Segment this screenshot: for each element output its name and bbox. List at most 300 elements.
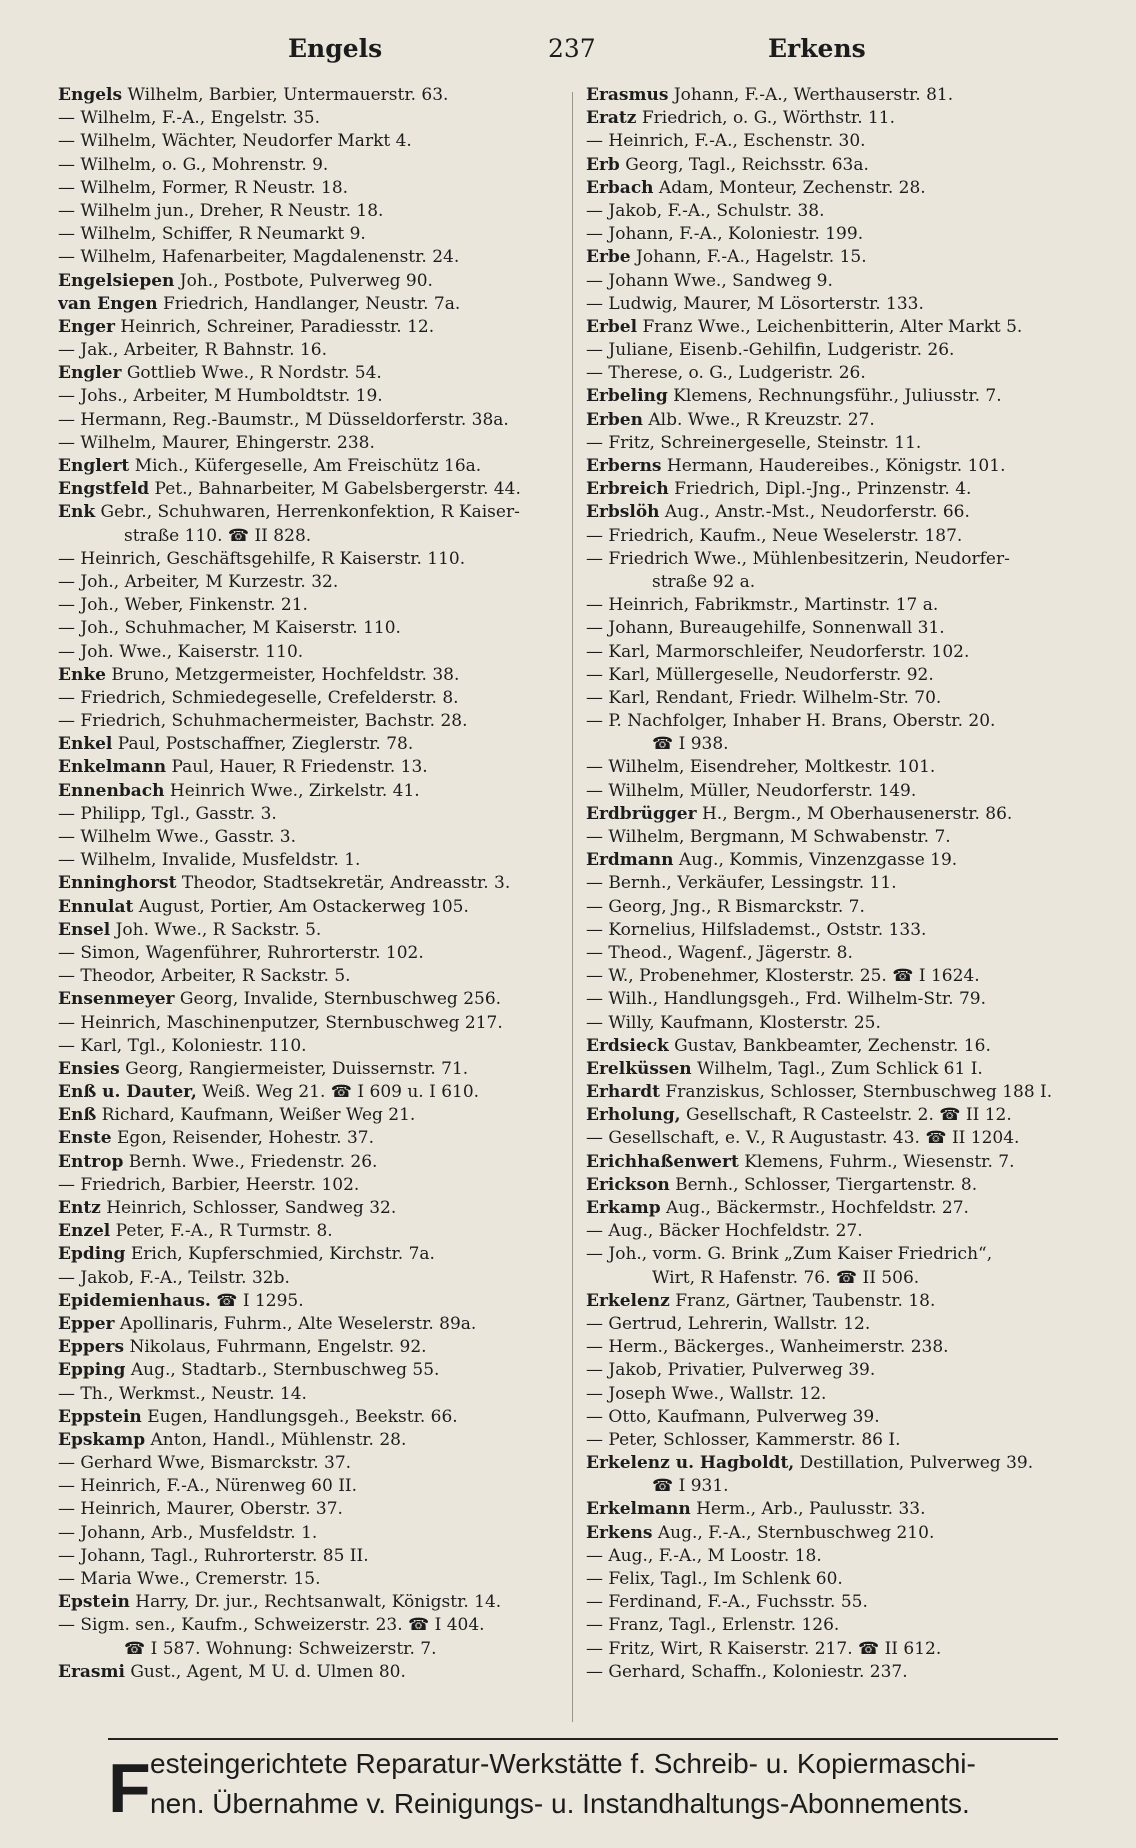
directory-entry xyxy=(58,432,566,455)
entry-surname: Enger xyxy=(58,316,115,337)
entry-surname: Enke xyxy=(58,664,106,685)
directory-entry xyxy=(58,1498,566,1521)
entry-details: — Wilhelm, Wächter, Neudorfer Markt 4. xyxy=(58,131,412,152)
entry-surname: Ensies xyxy=(58,1058,120,1079)
directory-entry xyxy=(58,1452,566,1475)
entry-details: Wilhelm, Barbier, Untermauerstr. 63. xyxy=(122,85,449,105)
entry-details: Destillation, Pulverweg 39. xyxy=(794,1453,1034,1474)
advertisement-footer xyxy=(108,1738,1058,1840)
entry-details: — Wilhelm, Eisendreher, Moltkestr. 101. xyxy=(586,757,936,778)
directory-entry xyxy=(586,1545,1126,1568)
ad-line-1: esteingerichtete Reparatur-Werkstätte f. Schreib- u. Kopiermaschi- xyxy=(150,1748,976,1779)
entry-details: — Therese, o. G., Ludgeristr. 26. xyxy=(586,363,866,384)
directory-entry xyxy=(586,154,1126,177)
entry-details: Klemens, Rechnungsführ., Juliusstr. 7. xyxy=(667,386,1002,407)
entry-details: Paul, Hauer, R Friedenstr. 13. xyxy=(166,757,428,778)
entry-surname: Erkelenz xyxy=(586,1290,670,1311)
entry-details: Pet., Bahnarbeiter, M Gabelsbergerstr. 44. xyxy=(149,479,521,500)
directory-entry xyxy=(586,107,1126,130)
directory-entry xyxy=(586,733,1126,756)
entry-details: — Aug., F.-A., M Loostr. 18. xyxy=(586,1545,822,1566)
entry-details: — Heinrich, F.-A., Eschenstr. 30. xyxy=(586,131,866,152)
directory-entry xyxy=(586,1452,1126,1475)
directory-entry xyxy=(586,1197,1126,1220)
directory-entry xyxy=(58,525,566,548)
entry-details: Aug., F.-A., Sternbuschweg 210. xyxy=(652,1522,935,1543)
entry-surname: Engels xyxy=(58,85,123,105)
directory-entry xyxy=(58,803,566,826)
entry-details: — Johann, Bureaugehilfe, Sonnenwall 31. xyxy=(586,618,945,639)
entry-details: — P. Nachfolger, Inhaber H. Brans, Oberstr. 20. xyxy=(586,711,996,732)
entry-details: — Hermann, Reg.-Baumstr., M Düsseldorferstr. 38a. xyxy=(58,409,509,430)
entry-surname: van Engen xyxy=(58,293,158,314)
entry-details: Joh., Postbote, Pulverweg 90. xyxy=(174,270,433,291)
entry-surname: Ensenmeyer xyxy=(58,989,175,1010)
directory-entry xyxy=(58,919,566,942)
entry-details: — Sigm. sen., Kaufm., Schweizerstr. 23. ☎ I 404. xyxy=(58,1615,485,1636)
directory-entry xyxy=(586,1174,1126,1197)
entry-details: — Johs., Arbeiter, M Humboldtstr. 19. xyxy=(58,386,383,407)
directory-entry xyxy=(586,1568,1126,1591)
directory-entry xyxy=(586,1383,1126,1406)
entry-details: Eugen, Handlungsgeh., Beekstr. 66. xyxy=(141,1406,458,1427)
page-header xyxy=(0,34,1136,74)
entry-surname: Erbach xyxy=(586,177,654,198)
entry-details: Aug., Kommis, Vinzenzgasse 19. xyxy=(673,850,958,871)
entry-details: Herm., Arb., Paulusstr. 33. xyxy=(690,1499,926,1520)
directory-entry xyxy=(586,478,1126,501)
directory-entry xyxy=(58,1522,566,1545)
directory-entry xyxy=(586,1058,1126,1081)
entry-details: — Wilhelm jun., Dreher, R Neustr. 18. xyxy=(58,200,384,221)
entry-details: — Wilhelm, o. G., Mohrenstr. 9. xyxy=(58,154,329,175)
entry-details: — Th., Werkmst., Neustr. 14. xyxy=(58,1383,307,1404)
directory-entry xyxy=(586,1591,1126,1614)
entry-details: — Georg, Jng., R Bismarckstr. 7. xyxy=(586,896,865,917)
directory-entry xyxy=(58,339,566,362)
directory-entry xyxy=(58,1429,566,1452)
entry-details: — Fritz, Wirt, R Kaiserstr. 217. ☎ II 612. xyxy=(586,1638,942,1659)
entry-surname: Epidemienhaus. xyxy=(58,1290,211,1311)
entry-details: Wilhelm, Tagl., Zum Schlick 61 I. xyxy=(691,1058,983,1079)
directory-entry xyxy=(586,362,1126,385)
entry-details: — Jakob, Privatier, Pulverweg 39. xyxy=(586,1360,876,1381)
directory-entry xyxy=(58,1638,566,1661)
entry-details: ☎ I 931. xyxy=(652,1476,729,1497)
entry-details: Bernh. Wwe., Friedenstr. 26. xyxy=(123,1151,378,1172)
entry-surname: Enß u. Dauter, xyxy=(58,1082,197,1103)
entry-surname: Erkelmann xyxy=(586,1499,691,1520)
entry-surname: Enß xyxy=(58,1105,97,1126)
directory-entry xyxy=(58,1614,566,1637)
directory-entry xyxy=(586,1475,1126,1498)
directory-entry xyxy=(58,594,566,617)
entry-surname: Ennenbach xyxy=(58,780,165,801)
directory-entry xyxy=(586,501,1126,524)
directory-entry xyxy=(58,1104,566,1127)
entry-details: Harry, Dr. jur., Rechtsanwalt, Königstr. 14. xyxy=(129,1592,502,1613)
directory-entry xyxy=(58,617,566,640)
entry-details: — Friedrich, Schuhmachermeister, Bachstr. 28. xyxy=(58,711,468,732)
entry-details: Johann, F.-A., Hagelstr. 15. xyxy=(630,247,867,268)
directory-entry xyxy=(586,1290,1126,1313)
entry-details: — Franz, Tagl., Erlenstr. 126. xyxy=(586,1615,840,1636)
entry-details: Joh. Wwe., R Sackstr. 5. xyxy=(110,919,322,940)
entry-surname: Erholung, xyxy=(586,1105,681,1126)
entry-details: — Jakob, F.-A., Schulstr. 38. xyxy=(586,200,825,221)
entry-details: ☎ I 938. xyxy=(652,734,729,755)
directory-entry xyxy=(58,664,566,687)
directory-entry xyxy=(58,548,566,571)
entry-surname: Erasmi xyxy=(58,1661,125,1682)
entry-details: — Joh., vorm. G. Brink „Zum Kaiser Friedrich“, xyxy=(586,1244,993,1265)
directory-entry xyxy=(58,1127,566,1150)
entry-details: Apollinaris, Fuhrm., Alte Weselerstr. 89a. xyxy=(114,1313,477,1334)
entry-surname: Erbreich xyxy=(586,479,669,500)
directory-entry xyxy=(58,942,566,965)
entry-details: — Wilhelm, Invalide, Musfeldstr. 1. xyxy=(58,850,361,871)
directory-entry xyxy=(58,710,566,733)
entry-surname: Enninghorst xyxy=(58,873,177,894)
directory-entry xyxy=(58,455,566,478)
directory-entry xyxy=(58,1406,566,1429)
entry-details: — Ludwig, Maurer, M Lösorterstr. 133. xyxy=(586,293,924,314)
entry-details: Gottlieb Wwe., R Nordstr. 54. xyxy=(121,363,382,384)
entry-details: Georg, Rangiermeister, Duissernstr. 71. xyxy=(119,1058,469,1079)
ad-initial: F xyxy=(108,1749,151,1827)
directory-entry xyxy=(586,1661,1126,1684)
entry-details: — Philipp, Tgl., Gasstr. 3. xyxy=(58,803,277,824)
directory-entry xyxy=(586,965,1126,988)
entry-details: Aug., Anstr.-Mst., Neudorferstr. 66. xyxy=(659,502,970,523)
entry-details: Anton, Handl., Mühlenstr. 28. xyxy=(145,1429,407,1450)
directory-entry xyxy=(58,1545,566,1568)
directory-entry xyxy=(58,501,566,524)
directory-entry xyxy=(586,316,1126,339)
entry-details: Hermann, Haudereibes., Königstr. 101. xyxy=(661,456,1006,476)
directory-entry xyxy=(58,1081,566,1104)
directory-entry xyxy=(586,1267,1126,1290)
entry-details: — Kornelius, Hilfslademst., Oststr. 133. xyxy=(586,919,927,940)
directory-entry xyxy=(58,733,566,756)
entry-details: ☎ I 1295. xyxy=(210,1290,304,1311)
directory-entry xyxy=(58,200,566,223)
entry-details: Friedrich, o. G., Wörthstr. 11. xyxy=(636,108,896,129)
directory-entry xyxy=(586,617,1126,640)
entry-surname: Engstfeld xyxy=(58,479,150,500)
directory-entry xyxy=(58,1012,566,1035)
entry-details: — Friedrich, Schmiedegeselle, Crefelderstr. 8. xyxy=(58,687,459,708)
entry-surname: Erbeling xyxy=(586,386,668,407)
directory-entry xyxy=(58,571,566,594)
directory-entry xyxy=(586,200,1126,223)
directory-entry xyxy=(586,710,1126,733)
directory-entry xyxy=(58,223,566,246)
entry-details: — Karl, Tgl., Koloniestr. 110. xyxy=(58,1035,307,1056)
directory-entry xyxy=(58,84,566,107)
entry-details: Gesellschaft, R Casteelstr. 2. ☎ II 12. xyxy=(680,1105,1012,1126)
entry-surname: Erelküssen xyxy=(586,1058,692,1079)
entry-details: — Friedrich, Kaufm., Neue Weselerstr. 187. xyxy=(586,525,963,546)
directory-entry xyxy=(586,1498,1126,1521)
directory-entry xyxy=(58,130,566,153)
directory-entry xyxy=(586,641,1126,664)
entry-details: — Heinrich, Maschinenputzer, Sternbuschweg 217. xyxy=(58,1012,503,1033)
entry-details: — Wilhelm, F.-A., Engelstr. 35. xyxy=(58,108,321,129)
entry-surname: Erkamp xyxy=(586,1198,661,1218)
entry-surname: Erichhaßenwert xyxy=(586,1151,739,1172)
entry-details: — Gerhard, Schaffn., Koloniestr. 237. xyxy=(586,1661,908,1682)
directory-entry xyxy=(58,1220,566,1243)
entry-details: — Wilhelm, Maurer, Ehingerstr. 238. xyxy=(58,432,375,453)
entry-surname: Erb xyxy=(586,154,620,175)
entry-details: straße 110. ☎ II 828. xyxy=(124,525,312,546)
entry-details: — Maria Wwe., Cremerstr. 15. xyxy=(58,1569,321,1589)
entry-surname: Epper xyxy=(58,1313,115,1334)
entry-details: — Johann, Arb., Musfeldstr. 1. xyxy=(58,1522,318,1543)
directory-entry xyxy=(586,1336,1126,1359)
directory-entry xyxy=(586,270,1126,293)
directory-entry xyxy=(58,1058,566,1081)
directory-entry xyxy=(586,780,1126,803)
directory-entry xyxy=(58,1151,566,1174)
entry-surname: Entrop xyxy=(58,1151,124,1172)
entry-details: — Heinrich, Maurer, Oberstr. 37. xyxy=(58,1499,343,1520)
entry-details: Franz Wwe., Leichenbitterin, Alter Markt 5. xyxy=(637,316,1023,337)
entry-details: Franziskus, Schlosser, Sternbuschweg 188 I. xyxy=(660,1082,1053,1103)
entry-surname: Erasmus xyxy=(586,85,669,105)
entry-surname: Erberns xyxy=(586,456,662,476)
directory-entry xyxy=(586,339,1126,362)
directory-entry xyxy=(586,1035,1126,1058)
directory-entry xyxy=(586,409,1126,432)
directory-entry xyxy=(58,154,566,177)
entry-surname: Enzel xyxy=(58,1221,111,1242)
entry-details: — Friedrich, Barbier, Heerstr. 102. xyxy=(58,1174,360,1195)
entry-details: Gebr., Schuhwaren, Herrenkonfektion, R Kaiser- xyxy=(95,502,520,523)
directory-entry xyxy=(58,1336,566,1359)
directory-entry xyxy=(58,246,566,269)
entry-details: Richard, Kaufmann, Weißer Weg 21. xyxy=(96,1105,416,1126)
entry-details: Peter, F.-A., R Turmstr. 8. xyxy=(110,1221,333,1242)
entry-surname: Erben xyxy=(586,409,643,430)
entry-surname: Enkelmann xyxy=(58,757,167,778)
entry-details: Theodor, Stadtsekretär, Andreasstr. 3. xyxy=(176,873,511,894)
entry-details: Georg, Tagl., Reichsstr. 63a. xyxy=(619,154,869,175)
entry-details: Weiß. Weg 21. ☎ I 609 u. I 610. xyxy=(196,1082,480,1103)
directory-entry xyxy=(586,1127,1126,1150)
entry-surname: Erhardt xyxy=(586,1082,660,1103)
entry-details: — Herm., Bäckerges., Wanheimerstr. 238. xyxy=(586,1337,949,1358)
directory-entry xyxy=(586,455,1126,478)
left-column xyxy=(58,84,566,1724)
entry-details: — Fritz, Schreinergeselle, Steinstr. 11. xyxy=(586,432,922,453)
entry-surname: Enste xyxy=(58,1128,112,1149)
entry-details: — Gerhard Wwe, Bismarckstr. 37. xyxy=(58,1453,352,1474)
entry-surname: Epding xyxy=(58,1244,126,1265)
entry-surname: Eppers xyxy=(58,1337,125,1358)
directory-entry xyxy=(58,478,566,501)
directory-entry xyxy=(58,107,566,130)
entry-details: — Wilhelm, Müller, Neudorferstr. 149. xyxy=(586,780,917,801)
directory-entry xyxy=(586,1359,1126,1382)
directory-entry xyxy=(586,177,1126,200)
directory-entry xyxy=(586,687,1126,710)
directory-entry xyxy=(586,293,1126,316)
entry-surname: Erickson xyxy=(586,1174,670,1195)
entry-details: — Jakob, F.-A., Teilstr. 32b. xyxy=(58,1267,290,1288)
entry-surname: Engler xyxy=(58,363,122,384)
directory-entry xyxy=(58,849,566,872)
directory-entry xyxy=(58,1290,566,1313)
entry-surname: Erdmann xyxy=(586,850,674,871)
entry-details: Aug., Bäckermstr., Hochfeldstr. 27. xyxy=(660,1198,969,1218)
directory-entry xyxy=(58,1359,566,1382)
entry-surname: Enkel xyxy=(58,734,113,755)
entry-surname: Erdbrügger xyxy=(586,803,697,824)
entry-details: — Johann, F.-A., Koloniestr. 199. xyxy=(586,224,864,245)
entry-details: — Johann, Tagl., Ruhrorterstr. 85 II. xyxy=(58,1545,369,1566)
entry-details: — Otto, Kaufmann, Pulverweg 39. xyxy=(586,1406,880,1427)
directory-entry xyxy=(586,1104,1126,1127)
directory-entry xyxy=(586,872,1126,895)
entry-surname: Ensel xyxy=(58,919,111,940)
directory-entry xyxy=(58,965,566,988)
directory-entry xyxy=(58,1197,566,1220)
entry-surname: Engelsiepen xyxy=(58,270,175,291)
directory-entry xyxy=(58,409,566,432)
entry-details: Gust., Agent, M U. d. Ulmen 80. xyxy=(124,1661,406,1682)
entry-surname: Eratz xyxy=(586,108,637,129)
entry-details: Gustav, Bankbeamter, Zechenstr. 16. xyxy=(668,1035,991,1056)
entry-details: Johann, F.-A., Werthauserstr. 81. xyxy=(668,85,954,105)
entry-details: — Gertrud, Lehrerin, Wallstr. 12. xyxy=(586,1313,871,1334)
directory-entry xyxy=(586,919,1126,942)
entry-details: Aug., Stadtarb., Sternbuschweg 55. xyxy=(125,1360,440,1381)
entry-details: — Joh. Wwe., Kaiserstr. 110. xyxy=(58,641,304,662)
directory-entry xyxy=(58,1568,566,1591)
directory-entry xyxy=(58,756,566,779)
directory-entry xyxy=(58,1313,566,1336)
entry-details: — Wilhelm, Hafenarbeiter, Magdalenenstr. 24. xyxy=(58,247,460,268)
entry-details: Georg, Invalide, Sternbuschweg 256. xyxy=(174,989,502,1010)
entry-details: — Peter, Schlosser, Kammerstr. 86 I. xyxy=(586,1429,901,1450)
directory-entry xyxy=(586,246,1126,269)
entry-details: — Joh., Schuhmacher, M Kaiserstr. 110. xyxy=(58,618,401,639)
entry-surname: Erbslöh xyxy=(586,502,660,523)
entry-details: Bernh., Schlosser, Tiergartenstr. 8. xyxy=(669,1174,978,1195)
entry-details: ☎ I 587. Wohnung: Schweizerstr. 7. xyxy=(124,1638,437,1659)
directory-entry xyxy=(586,130,1126,153)
entry-surname: Erbel xyxy=(586,316,638,337)
entry-details: Franz, Gärtner, Taubenstr. 18. xyxy=(669,1290,936,1311)
entry-details: — Joh., Arbeiter, M Kurzestr. 32. xyxy=(58,571,339,592)
entry-details: Alb. Wwe., R Kreuzstr. 27. xyxy=(642,409,875,430)
entry-surname: Entz xyxy=(58,1198,101,1218)
directory-entry xyxy=(586,571,1126,594)
entry-details: — Willy, Kaufmann, Klosterstr. 25. xyxy=(586,1012,881,1033)
directory-entry xyxy=(58,896,566,919)
directory-entry xyxy=(586,756,1126,779)
entry-details: Nikolaus, Fuhrmann, Engelstr. 92. xyxy=(124,1337,427,1358)
entry-details: — Juliane, Eisenb.-Gehilfin, Ludgeristr. 26. xyxy=(586,340,955,361)
directory-entry xyxy=(58,1475,566,1498)
entry-details: Adam, Monteur, Zechenstr. 28. xyxy=(653,177,926,198)
entry-details: — W., Probenehmer, Klosterstr. 25. ☎ I 1624. xyxy=(586,966,980,987)
entry-surname: Erdsieck xyxy=(586,1035,669,1056)
entry-surname: Eppstein xyxy=(58,1406,142,1427)
header-first-entry: Engels xyxy=(288,34,383,63)
entry-surname: Epskamp xyxy=(58,1429,146,1450)
directory-entry xyxy=(586,1406,1126,1429)
directory-entry xyxy=(586,942,1126,965)
directory-entry xyxy=(586,1522,1126,1545)
directory-entry xyxy=(586,849,1126,872)
entry-details: Erich, Kupferschmied, Kirchstr. 7a. xyxy=(125,1244,435,1265)
directory-entry xyxy=(58,385,566,408)
entry-details: Heinrich, Schreiner, Paradiesstr. 12. xyxy=(114,316,435,337)
entry-surname: Erkelenz u. Hagboldt, xyxy=(586,1453,795,1474)
directory-entry xyxy=(58,1383,566,1406)
directory-entry xyxy=(58,177,566,200)
entry-details: — Wilhelm, Schiffer, R Neumarkt 9. xyxy=(58,224,366,245)
entry-details: Bruno, Metzgermeister, Hochfeldstr. 38. xyxy=(105,664,460,685)
entry-details: — Karl, Marmorschleifer, Neudorferstr. 102. xyxy=(586,641,970,662)
entry-details: — Joseph Wwe., Wallstr. 12. xyxy=(586,1383,827,1404)
entry-details: Egon, Reisender, Hohestr. 37. xyxy=(111,1128,375,1149)
directory-entry xyxy=(586,1313,1126,1336)
entry-details: straße 92 a. xyxy=(652,571,756,592)
entry-details: — Karl, Rendant, Friedr. Wilhelm-Str. 70. xyxy=(586,687,942,708)
directory-entry xyxy=(58,270,566,293)
entry-details: — Aug., Bäcker Hochfeldstr. 27. xyxy=(586,1221,863,1242)
page-number: 237 xyxy=(548,34,596,63)
directory-entry xyxy=(58,872,566,895)
directory-entry xyxy=(586,548,1126,571)
entry-details: August, Portier, Am Ostackerweg 105. xyxy=(133,896,469,917)
entry-surname: Erkens xyxy=(586,1522,653,1543)
entry-surname: Englert xyxy=(58,456,130,476)
entry-details: — Theodor, Arbeiter, R Sackstr. 5. xyxy=(58,966,351,987)
directory-entry xyxy=(58,1035,566,1058)
entry-details: — Bernh., Verkäufer, Lessingstr. 11. xyxy=(586,873,897,894)
entry-details: — Felix, Tagl., Im Schlenk 60. xyxy=(586,1569,843,1589)
right-column xyxy=(586,84,1126,1724)
ad-line-2: nen. Übernahme v. Reinigungs- u. Instandhaltungs-Abonnements. xyxy=(150,1788,970,1819)
directory-entry xyxy=(586,432,1126,455)
entry-details: — Joh., Weber, Finkenstr. 21. xyxy=(58,595,308,616)
entry-details: Mich., Küfergeselle, Am Freischütz 16a. xyxy=(129,456,482,476)
directory-entry xyxy=(586,896,1126,919)
directory-entry xyxy=(58,1243,566,1266)
entry-details: Wirt, R Hafenstr. 76. ☎ II 506. xyxy=(652,1267,920,1288)
directory-entry xyxy=(586,1081,1126,1104)
directory-entry xyxy=(586,1638,1126,1661)
directory-entry xyxy=(58,988,566,1011)
directory-entry xyxy=(586,1429,1126,1452)
directory-entry xyxy=(586,594,1126,617)
directory-entry xyxy=(58,780,566,803)
directory-entry xyxy=(58,1174,566,1197)
entry-surname: Erbe xyxy=(586,247,631,268)
directory-entry xyxy=(586,223,1126,246)
entry-details: Friedrich, Dipl.-Jng., Prinzenstr. 4. xyxy=(668,479,972,500)
directory-entry xyxy=(586,1243,1126,1266)
entry-details: Klemens, Fuhrm., Wiesenstr. 7. xyxy=(738,1151,1015,1172)
directory-entry xyxy=(58,362,566,385)
entry-details: — Karl, Müllergeselle, Neudorferstr. 92. xyxy=(586,664,934,685)
directory-entry xyxy=(586,988,1126,1011)
